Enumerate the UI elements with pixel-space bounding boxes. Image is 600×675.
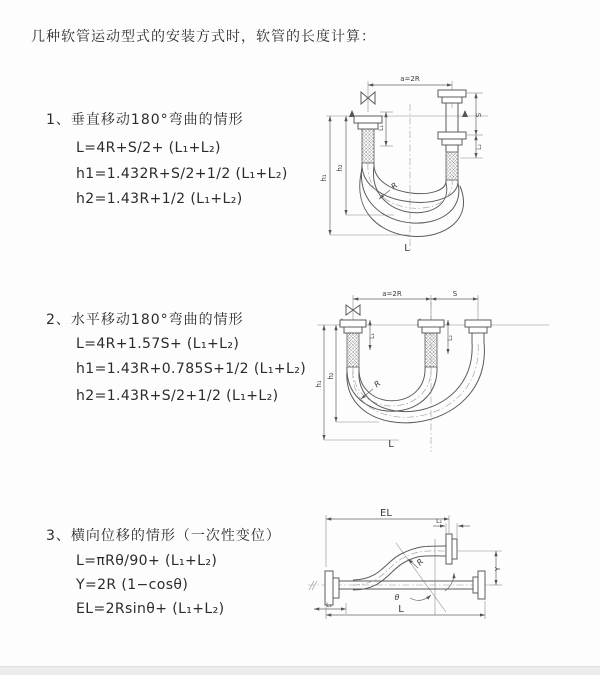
d1-length-label: L bbox=[404, 243, 410, 254]
section-1-formula-3: h2=1.43R+1/2 (L₁+L₂) bbox=[76, 191, 243, 207]
section-3-formula-1: L=πRθ/90+ (L₁+L₂) bbox=[76, 553, 218, 569]
d2-span-label: a=2R bbox=[382, 290, 402, 298]
d1-s-label: S bbox=[475, 112, 483, 118]
d3-radius-label: R bbox=[415, 557, 426, 568]
d3-length-label: L bbox=[398, 604, 404, 615]
break-mark-icon bbox=[309, 581, 317, 590]
section-2-formula-1: L=4R+1.57S+ (L₁+L₂) bbox=[76, 336, 240, 352]
diagram-vertical-180-bend bbox=[310, 68, 600, 258]
d1-span-label: a=2R bbox=[400, 75, 420, 83]
section-2-heading: 2、水平移动180°弯曲的情形 bbox=[46, 312, 244, 328]
section-2-formula-3: h2=1.43R+S/2+1/2 (L₁+L₂) bbox=[76, 388, 279, 404]
d1-h2-label: h₂ bbox=[336, 164, 344, 172]
d3-angle-label: θ bbox=[394, 593, 400, 602]
diagram-horizontal-180-bend bbox=[311, 282, 600, 460]
diagram-lateral-displacement bbox=[298, 497, 600, 662]
scan-edge bbox=[0, 666, 600, 675]
section-3-heading: 3、横向位移的情形（一次性变位） bbox=[46, 528, 281, 544]
d3-el-label: EL bbox=[380, 508, 392, 519]
d1-l2-label: L₂ bbox=[476, 144, 483, 150]
d3-l2-label: L₂ bbox=[436, 518, 442, 525]
d3-y-label: Y bbox=[494, 566, 502, 572]
d2-radius-label: R bbox=[372, 378, 383, 390]
section-1-formula-2: h1=1.432R+S/2+1/2 (L₁+L₂) bbox=[76, 166, 288, 182]
section-3-formula-3: EL=2Rsinθ+ (L₁+L₂) bbox=[76, 601, 225, 617]
d2-s-label: S bbox=[452, 290, 458, 298]
page-title: 几种软管运动型式的安装方式时，软管的长度计算： bbox=[31, 29, 376, 45]
d2-h1-label: h₁ bbox=[315, 380, 323, 388]
d1-h1-label: h₁ bbox=[320, 174, 328, 182]
section-1-heading: 1、垂直移动180°弯曲的情形 bbox=[46, 112, 244, 128]
section-2-formula-2: h1=1.43R+0.785S+1/2 (L₁+L₂) bbox=[76, 361, 307, 377]
d1-radius-label: R bbox=[389, 180, 400, 192]
d2-length-label: L bbox=[388, 439, 394, 450]
d2-l2-label: L₂ bbox=[447, 335, 454, 341]
section-3-formula-2: Y=2R (1−cosθ) bbox=[76, 577, 189, 593]
d2-hose-curves bbox=[347, 342, 485, 423]
d2-l1-label: L₁ bbox=[369, 333, 376, 339]
d3-l1-label: L₁ bbox=[326, 602, 332, 609]
d2-h2-label: h₂ bbox=[327, 372, 335, 380]
d3-pipes-and-flanges bbox=[325, 534, 485, 605]
d1-l1-label: L₁ bbox=[378, 125, 385, 131]
hose-upper-edge bbox=[353, 546, 446, 580]
d3-dimension-lines bbox=[314, 515, 502, 619]
d2-pipes-and-flanges bbox=[340, 305, 491, 367]
section-1-formula-1: L=4R+S/2+ (L₁+L₂) bbox=[76, 140, 221, 156]
d1-centerlines bbox=[326, 104, 488, 252]
